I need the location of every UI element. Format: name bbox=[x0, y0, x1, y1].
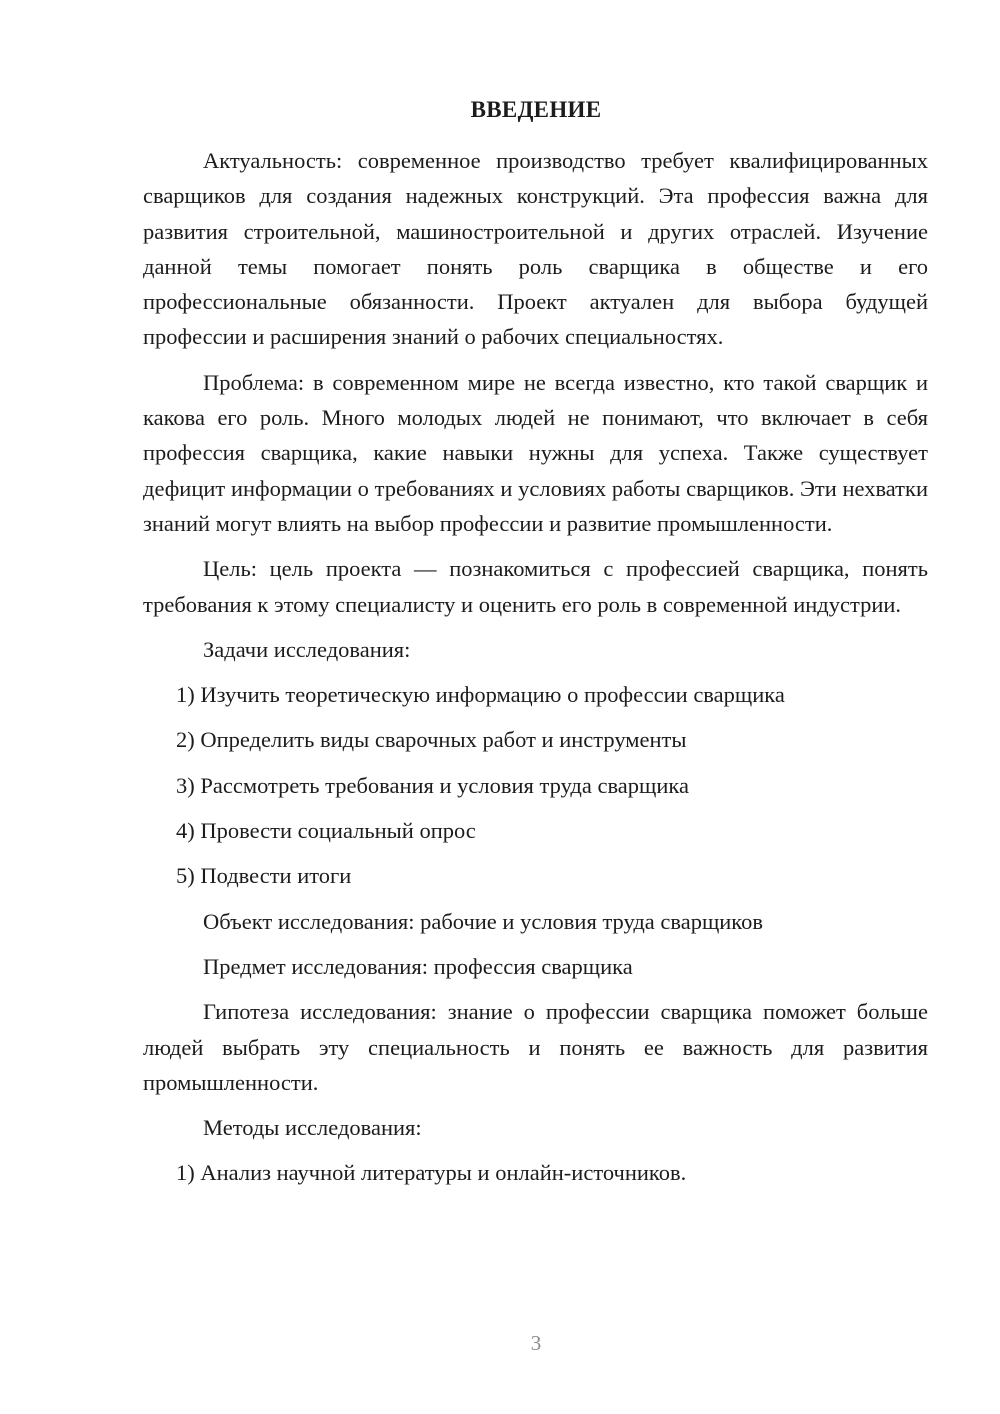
task-item: 3) Рассмотреть требования и условия труда сварщика bbox=[176, 772, 689, 798]
task-item: 4) Провести социальный опрос bbox=[176, 818, 476, 844]
page-number: 3 bbox=[530, 1331, 542, 1355]
subject-paragraph: Предмет исследования: профессия сварщика bbox=[203, 953, 633, 979]
goal-paragraph: Цель: цель проекта — познакомиться с профессией сварщика, понять требования к этому специалисту и оценить его роль в современной индустрии. bbox=[143, 556, 928, 617]
task-item: 5) Подвести итоги bbox=[176, 863, 352, 889]
tasks-heading: Задачи исследования: bbox=[203, 636, 411, 662]
relevance-paragraph: Актуальность: современное производство требует квалифицированных сварщиков для создания надежных конструкций. Эта профессия важна для развития строительной, машиностроительной и других отраслей. Изучение данной темы помогает понять роль сварщика в обществе и его профессиональные обязанности. Проект актуален для выбора будущей профессии и расширения знаний о рабочих специальностях. bbox=[143, 148, 928, 350]
methods-heading: Методы исследования: bbox=[203, 1115, 422, 1141]
problem-paragraph: Проблема: в современном мире не всегда известно, кто такой сварщик и какова его роль. Много молодых людей не понимают, что включает в себя профессия сварщика, какие навыки нужны для успеха. Также существует дефицит информации о требованиях и условиях работы сварщиков. Эти нехватки знаний могут влиять на выбор профессии и развитие промышленности. bbox=[143, 369, 928, 536]
task-item: 2) Определить виды сварочных работ и инструменты bbox=[176, 727, 687, 753]
page-title: ВВЕДЕНИЕ bbox=[470, 97, 602, 122]
document-body bbox=[143, 143, 928, 1201]
object-paragraph: Объект исследования: рабочие и условия труда сварщиков bbox=[203, 908, 763, 934]
task-item: 1) Изучить теоретическую информацию о профессии сварщика bbox=[176, 682, 785, 708]
hypothesis-paragraph: Гипотеза исследования: знание о профессии сварщика поможет больше людей выбрать эту специальность и понять ее важность для развития промышленности. bbox=[143, 999, 928, 1095]
method-item: 1) Анализ научной литературы и онлайн-источников. bbox=[176, 1160, 687, 1186]
